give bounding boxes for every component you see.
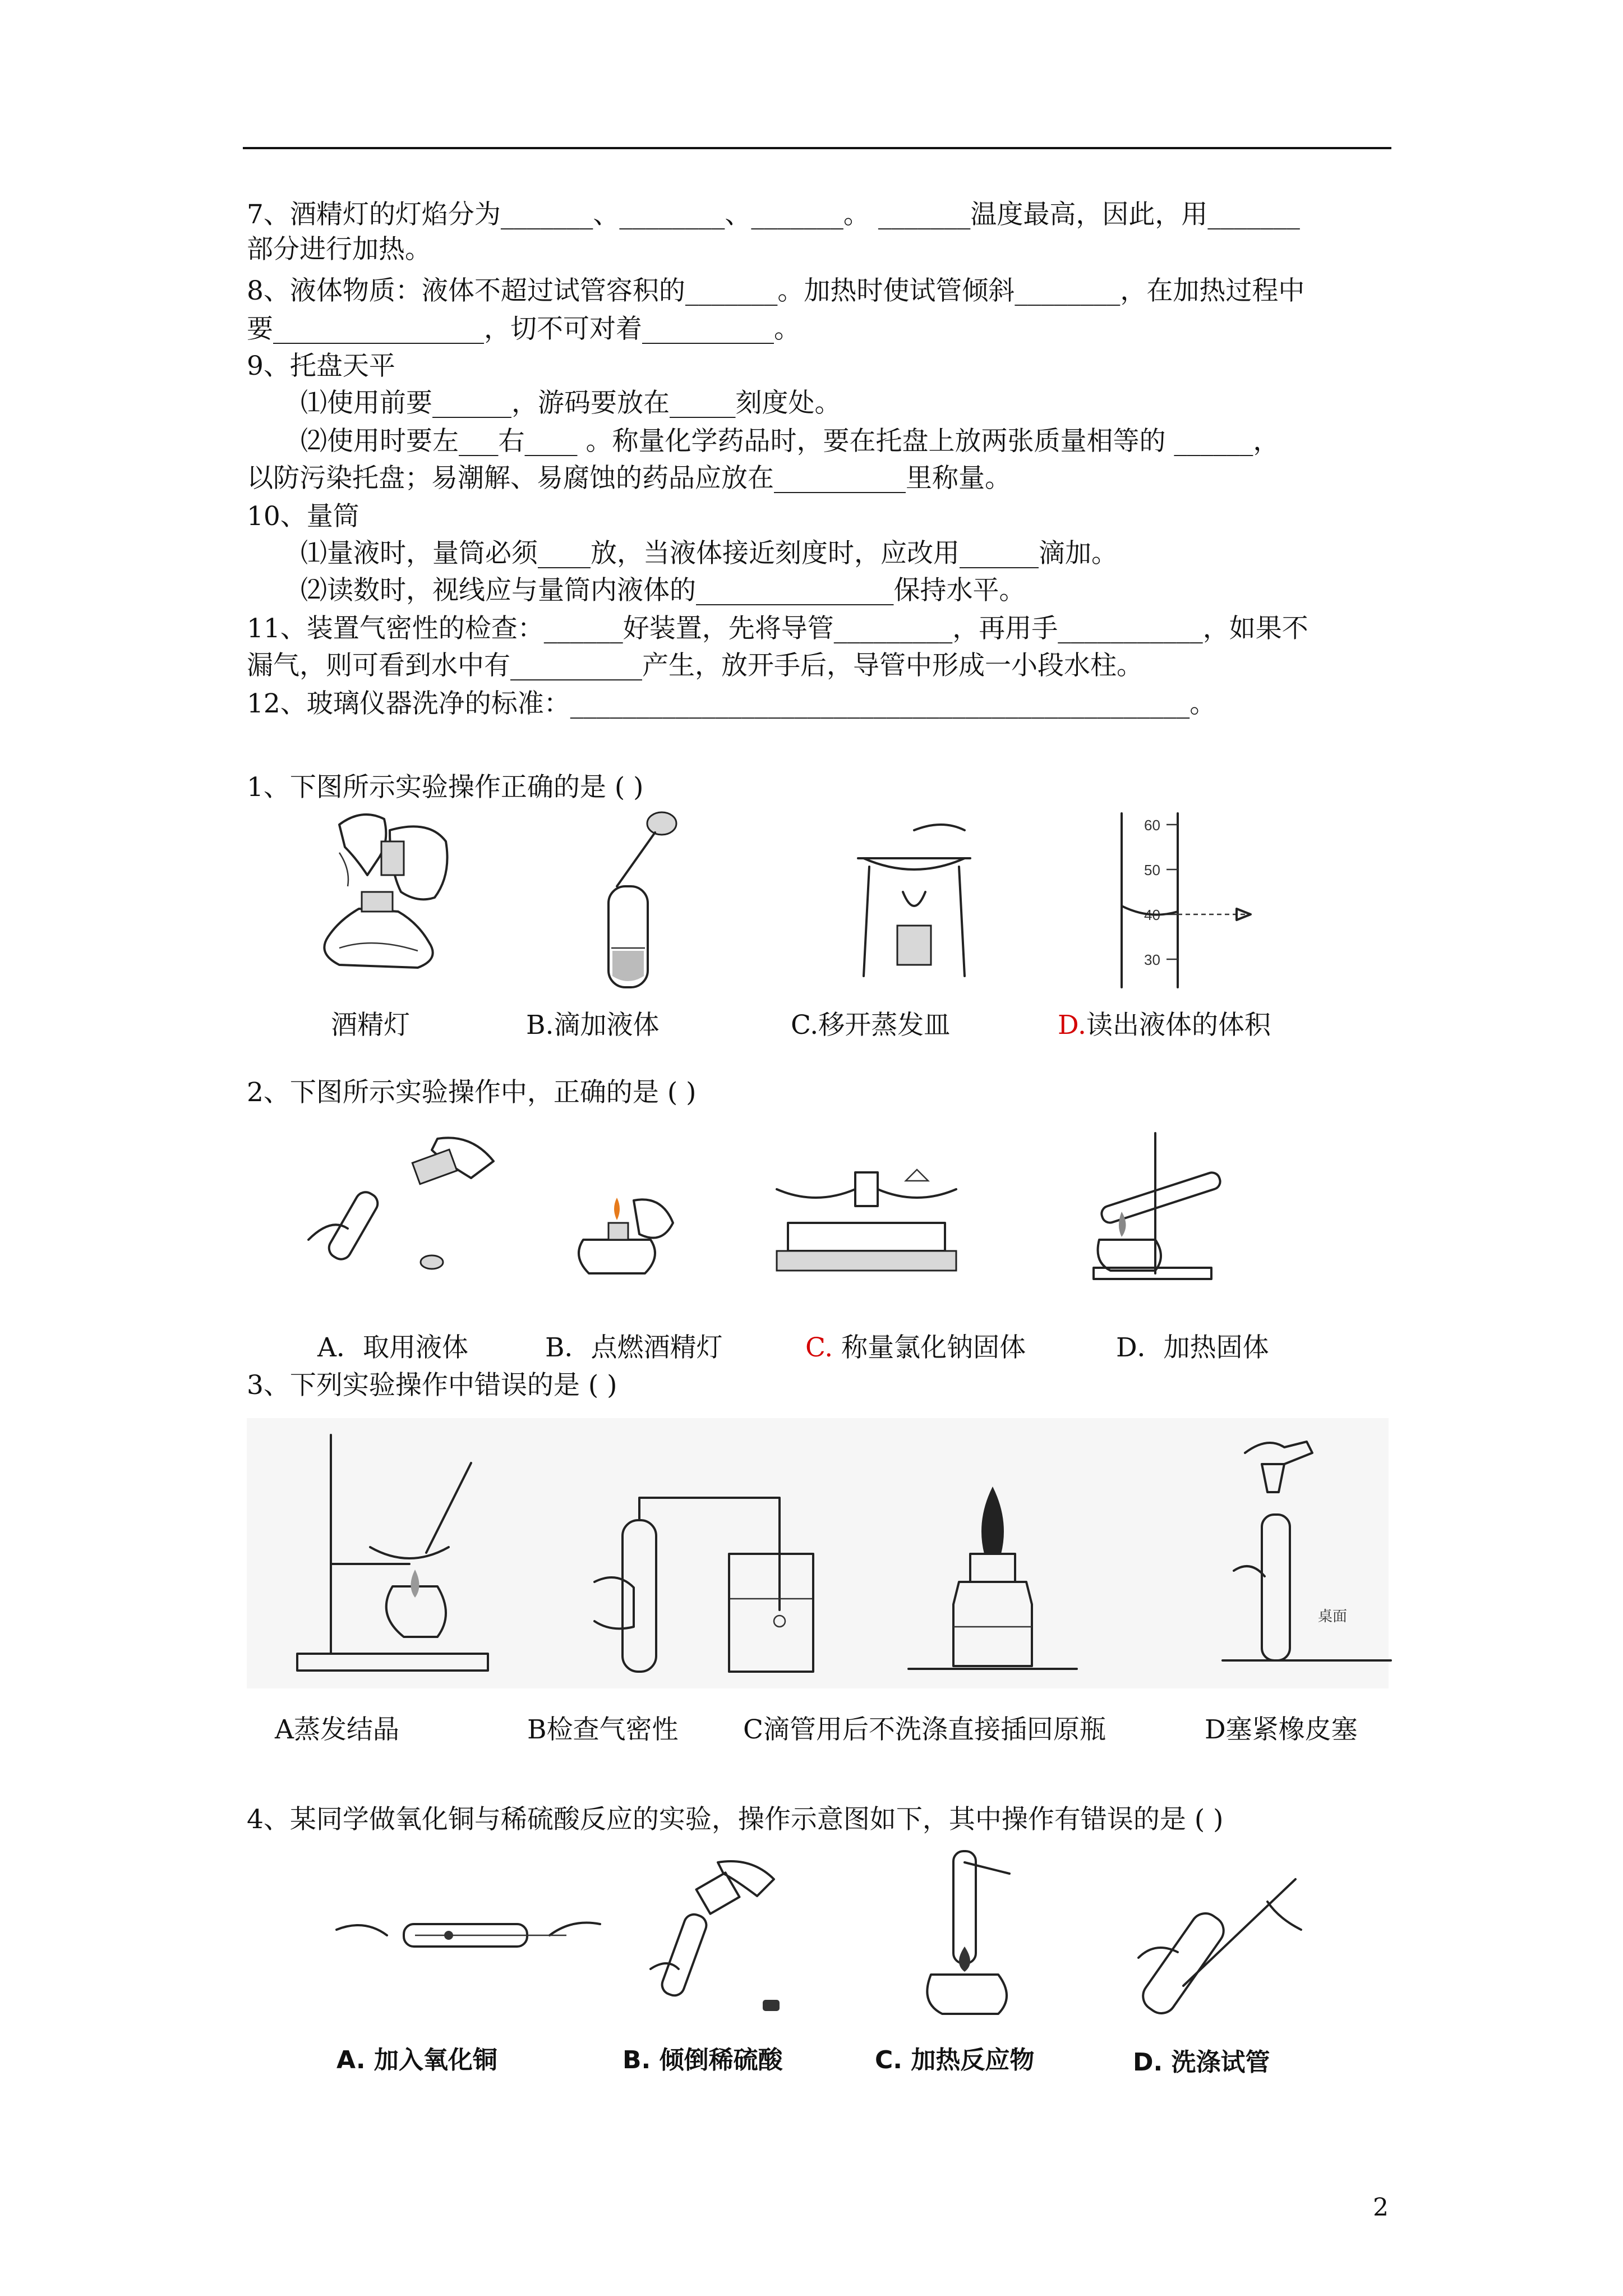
fill-line-9-1: ⑴使用前要______，游码要放在_____刻度处。 xyxy=(301,388,841,418)
figure-washing-test-tube xyxy=(1133,1874,1324,2019)
fill-line-9-2a: ⑵使用时要左___右____ 。称量化学药品时，要在托盘上放两张质量相等的 ______， xyxy=(301,426,1280,457)
fill-line-8a: 8、液体物质：液体不超过试管容积的_______。加热时使试管倾斜________，在加热过程中 xyxy=(247,275,1305,306)
question-4-stem: 4、某同学做氧化铜与稀硫酸反应的实验，操作示意图如下，其中操作有错误的是 ( ) xyxy=(247,1804,1224,1835)
question-3-stem: 3、下列实验操作中错误的是 ( ) xyxy=(247,1370,617,1401)
figure-adding-copper-oxide xyxy=(331,1896,606,1986)
q1-caption-d-text: 读出液体的体积 xyxy=(1086,1010,1271,1041)
figure-taking-liquid xyxy=(303,1128,516,1273)
q4-caption-a: A. 加入氧化铜 xyxy=(336,2046,497,2074)
fill-line-9: 9、托盘天平 xyxy=(247,351,395,381)
q2-caption-c-letter: C. xyxy=(805,1332,833,1363)
q2-caption-d: D．加热固体 xyxy=(1116,1332,1269,1363)
figure-heating-reactants xyxy=(897,1851,1043,2019)
tick-60: 60 xyxy=(1144,817,1160,834)
fill-line-11a: 11、装置气密性的检查：______好装置，先将导管_________，再用手___________，如果不 xyxy=(247,613,1308,644)
q2-caption-c xyxy=(805,1327,1026,1364)
figure-tray-balance xyxy=(771,1167,962,1279)
q1-caption-d xyxy=(1058,1004,1271,1042)
figure-heating-solid xyxy=(1088,1133,1256,1290)
figure-evaporation-crystallization xyxy=(292,1429,505,1676)
figure-dropper-bottle xyxy=(909,1475,1077,1683)
figure-inserting-rubber-stopper xyxy=(1223,1430,1391,1677)
figure-alcohol-lamp-lighting xyxy=(306,808,491,993)
figure-moving-evaporating-dish xyxy=(830,808,998,993)
figure-dropping-liquid xyxy=(583,808,707,999)
q1-caption-d-letter: D. xyxy=(1058,1010,1086,1041)
figure-lighting-alcohol-lamp xyxy=(566,1167,679,1279)
q3-caption-b: B检查气密性 xyxy=(527,1714,679,1745)
q4-caption-c: C. 加热反应物 xyxy=(875,2046,1035,2074)
tick-50: 50 xyxy=(1144,862,1160,878)
fill-line-11b: 漏气，则可看到水中有__________产生，放开手后，导管中形成一小段水柱。 xyxy=(247,650,1143,681)
question-2-stem: 2、下图所示实验操作中，正确的是 ( ) xyxy=(247,1077,697,1108)
figure-graduated-cylinder-reading xyxy=(1110,808,1262,993)
fill-line-7a: 7、酒精灯的灯焰分为_______、________、_______。 _______温度最高，因此，用_______ xyxy=(247,199,1300,230)
q1-caption-c: C.移开蒸发皿 xyxy=(791,1010,951,1041)
fill-line-10-1: ⑴量液时，量筒必须____放，当液体接近刻度时，应改用______滴加。 xyxy=(301,538,1118,569)
q3-caption-a: A蒸发结晶 xyxy=(275,1714,399,1745)
fill-line-12: 12、玻璃仪器洗净的标准：_______________________________________________。 xyxy=(247,688,1216,719)
figure-airtightness-check xyxy=(583,1498,819,1677)
q2-caption-c-text: 称量氯化钠固体 xyxy=(833,1332,1026,1363)
fill-line-7b: 部分进行加热。 xyxy=(247,234,431,265)
tick-30: 30 xyxy=(1144,951,1160,968)
q2-caption-a: A．取用液体 xyxy=(317,1332,468,1363)
figure-pouring-dilute-sulfuric-acid xyxy=(645,1857,808,2025)
fill-line-10-2: ⑵读数时，视线应与量筒内液体的_______________保持水平。 xyxy=(301,575,1026,606)
tick-40: 40 xyxy=(1144,907,1160,923)
q4-caption-d: D. 洗涤试管 xyxy=(1133,2048,1270,2077)
fill-line-9-2b: 以防污染托盘；易潮解、易腐蚀的药品应放在__________里称量。 xyxy=(247,463,1011,494)
q1-caption-a: 酒精灯 xyxy=(331,1010,410,1041)
fill-line-8b: 要________________，切不可对着__________。 xyxy=(247,314,800,344)
q4-caption-b: B. 倾倒稀硫酸 xyxy=(623,2046,783,2074)
q2-caption-b: B．点燃酒精灯 xyxy=(545,1332,723,1363)
header-rule xyxy=(243,147,1391,149)
question-1-stem: 1、下图所示实验操作正确的是 ( ) xyxy=(247,772,644,803)
q1-caption-b: B.滴加液体 xyxy=(526,1010,660,1041)
fill-line-10: 10、量筒 xyxy=(247,501,359,532)
page-number: 2 xyxy=(1373,2193,1389,2222)
q3-caption-d: D塞紧橡皮塞 xyxy=(1205,1714,1358,1745)
q3-caption-c: C滴管用后不洗涤直接插回原瓶 xyxy=(743,1714,1106,1745)
table-label: 桌面 xyxy=(1318,1608,1348,1625)
